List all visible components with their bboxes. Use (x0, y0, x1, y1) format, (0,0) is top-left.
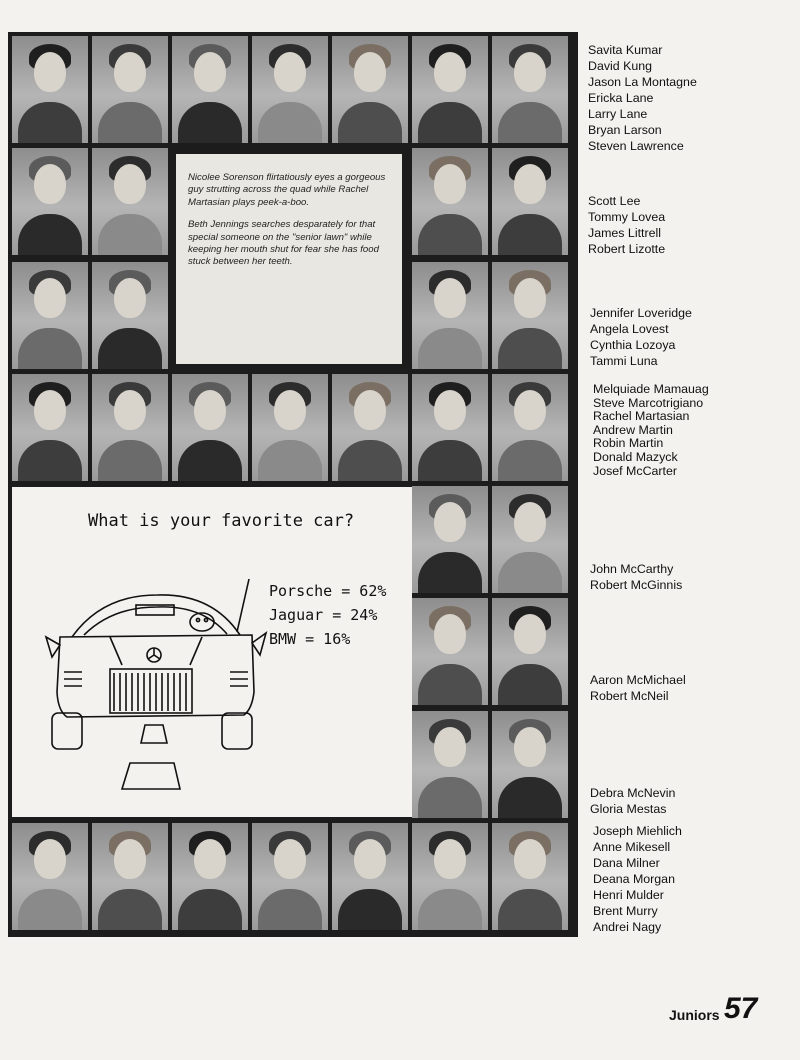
name-item: Henri Mulder (593, 888, 664, 902)
portrait-photo (252, 823, 328, 930)
portrait-photo (92, 374, 168, 481)
portrait-photo (92, 36, 168, 143)
caption-paragraph-1: Nicolee Sorenson flirtatiously eyes a gorgeous guy strutting across the quad while Rachel Martasian plays peek-a-boo. (188, 172, 386, 208)
name-item: Robert McGinnis (590, 578, 683, 592)
name-item: Aaron McMichael (590, 673, 686, 687)
portrait-photo (172, 36, 248, 143)
names-group-7 (590, 785, 675, 817)
page-number: 57 (724, 992, 758, 1025)
portrait-photo (412, 598, 488, 705)
name-item: Tommy Lovea (588, 210, 666, 224)
caption-paragraph-2: Beth Jennings searches desparately for that special someone on the "senior lawn" while keeping her mouth shut for fear she has food stuck between her teeth. (188, 219, 379, 268)
portrait-photo (252, 374, 328, 481)
survey-result-bmw: BMW = 16% (269, 630, 351, 648)
portrait-photo (492, 598, 568, 705)
portrait-photo (492, 374, 568, 481)
portrait-photo (492, 36, 568, 143)
name-item: Larry Lane (588, 107, 648, 121)
name-item: Robin Martin (593, 436, 664, 451)
name-item: Robert Lizotte (588, 242, 666, 256)
name-item: Josef McCarter (593, 463, 677, 478)
name-item: Scott Lee (588, 194, 641, 208)
survey-panel (12, 487, 412, 817)
portrait-photo (12, 262, 88, 369)
portrait-photo (492, 711, 568, 818)
name-item: Savita Kumar (588, 43, 663, 57)
survey-result-jaguar: Jaguar = 24% (269, 606, 378, 624)
name-item: Anne Mikesell (593, 840, 671, 854)
portrait-photo (172, 374, 248, 481)
portrait-photo (412, 823, 488, 930)
portrait-photo (412, 262, 488, 369)
names-group-2 (588, 193, 665, 257)
portrait-photo (12, 148, 88, 255)
name-item: Steven Lawrence (588, 139, 684, 153)
portrait-photo (172, 823, 248, 930)
names-group-3 (590, 305, 692, 369)
name-item: Joseph Miehlich (593, 824, 682, 838)
portrait-photo (12, 36, 88, 143)
name-item: Robert McNeil (590, 689, 669, 703)
name-item: Cynthia Lozoya (590, 338, 676, 352)
portrait-photo (12, 823, 88, 930)
portrait-photo (492, 148, 568, 255)
portrait-photo (92, 262, 168, 369)
portrait-photo (252, 36, 328, 143)
name-item: Deana Morgan (593, 872, 675, 886)
names-group-6 (590, 672, 686, 704)
portrait-photo (492, 262, 568, 369)
portrait-photo (92, 148, 168, 255)
name-item: Jason La Montagne (588, 75, 697, 89)
names-group-5 (590, 561, 682, 593)
car-drawing-icon (12, 487, 412, 817)
names-group-4 (593, 383, 709, 478)
name-item: Debra McNevin (590, 786, 676, 800)
name-item: Bryan Larson (588, 123, 662, 137)
names-group-8 (593, 823, 682, 935)
portrait-photo (412, 486, 488, 593)
name-item: Gloria Mestas (590, 802, 667, 816)
portrait-photo (12, 374, 88, 481)
name-item: Andrew Martin (593, 422, 673, 437)
name-item: Steve Marcotrigiano (593, 395, 704, 410)
name-item: Brent Murry (593, 904, 658, 918)
name-item: James Littrell (588, 226, 661, 240)
survey-result-porsche: Porsche = 62% (269, 582, 387, 600)
name-item: Donald Mazyck (593, 449, 678, 464)
names-group-1 (588, 42, 697, 154)
portrait-photo (492, 486, 568, 593)
portrait-photo (332, 823, 408, 930)
name-item: Angela Lovest (590, 322, 669, 336)
portrait-photo (412, 374, 488, 481)
section-label: Juniors (669, 1007, 720, 1023)
name-item: Ericka Lane (588, 91, 654, 105)
name-item: Jennifer Loveridge (590, 306, 692, 320)
name-item: Dana Milner (593, 856, 660, 870)
name-item: John McCarthy (590, 562, 674, 576)
name-item: Melquiade Mamauag (593, 382, 709, 396)
portrait-photo (412, 36, 488, 143)
portrait-photo (412, 711, 488, 818)
caption-box (172, 150, 406, 368)
portrait-photo (332, 374, 408, 481)
survey-question: What is your favorite car? (88, 511, 355, 531)
name-item: Andrei Nagy (593, 920, 662, 934)
portrait-photo (92, 823, 168, 930)
name-item: David Kung (588, 59, 653, 73)
name-item: Tammi Luna (590, 354, 658, 368)
name-item: Rachel Martasian (593, 409, 690, 424)
portrait-photo (412, 148, 488, 255)
portrait-photo (492, 823, 568, 930)
portrait-photo (332, 36, 408, 143)
